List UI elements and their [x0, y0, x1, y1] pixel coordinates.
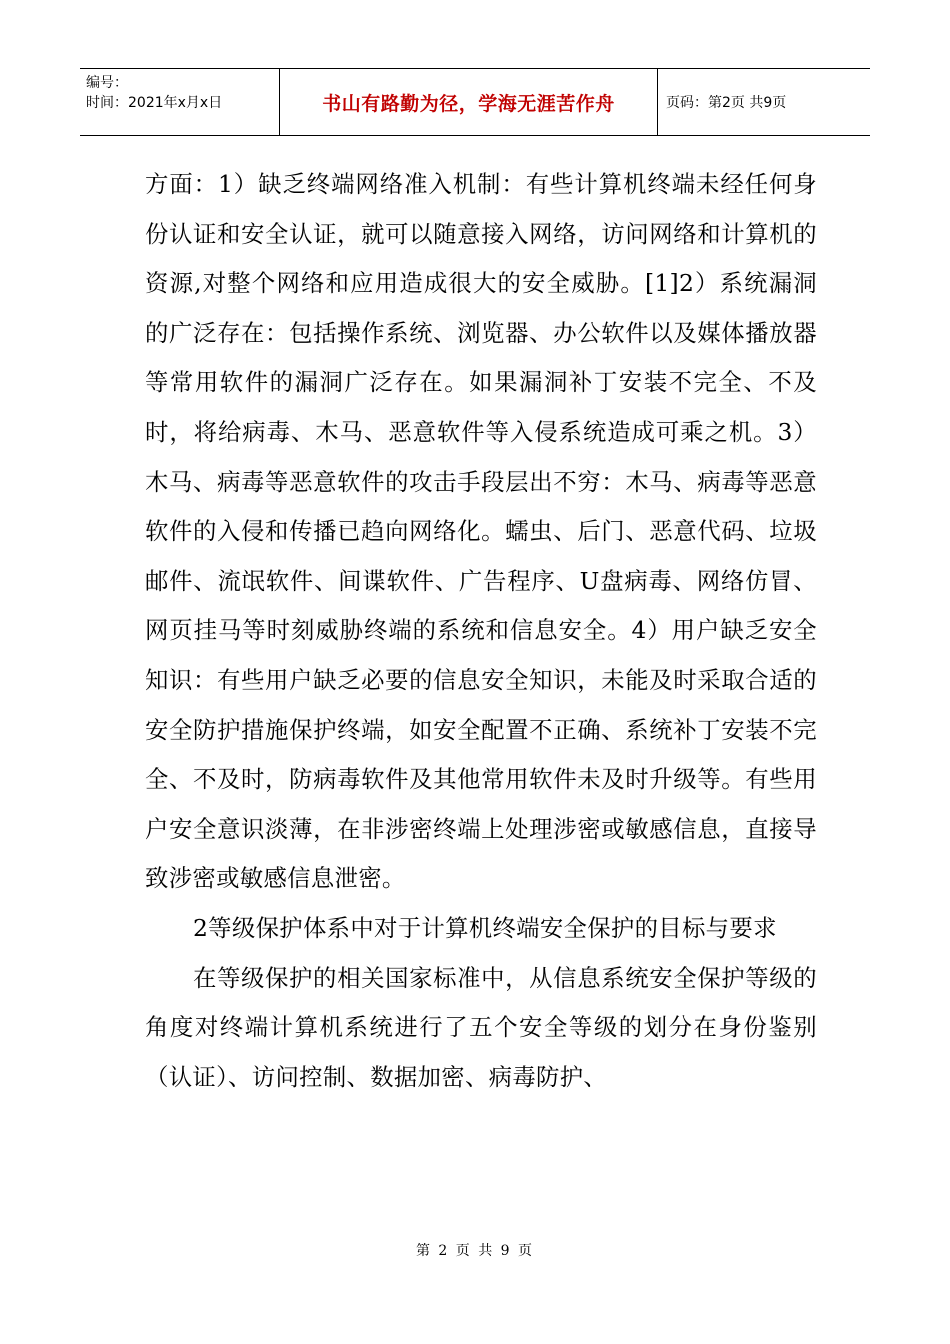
page-info-text: 页码：第2页 共9页	[666, 95, 787, 111]
header-page-info	[658, 69, 870, 135]
document-header	[80, 68, 870, 136]
header-motto	[280, 69, 658, 135]
page-footer	[0, 1240, 950, 1260]
footer-page-number: 第 2 页 共 9 页	[415, 1243, 535, 1259]
section-heading: 2等级保护体系中对于计算机终端安全保护的目标与要求	[193, 913, 777, 942]
header-meta	[80, 69, 280, 135]
body-paragraph: 方面：1）缺乏终端网络准入机制：有些计算机终端未经任何身份认证和安全认证，就可以随意接入网络，访问网络和计算机的资源,对整个网络和应用造成很大的安全威胁。[1]2）系统漏洞的广泛存在：包括操作系统、浏览器、办公软件以及媒体播放器等常用软件的漏洞广泛存在。如果漏洞补丁安装不完全、不及时，将给病毒、木马、恶意软件等入侵系统造成可乘之机。3）木马、病毒等恶意软件的攻击手段层出不穷：木马、病毒等恶意软件的入侵和传播已趋向网络化。蠕虫、后门、恶意代码、垃圾邮件、流氓软件、间谍软件、广告程序、U盘病毒、网络仿冒、网页挂马等时刻威胁终端的系统和信息安全。4）用户缺乏安全知识：有些用户缺乏必要的信息安全知识，未能及时采取合适的安全防护措施保护终端，如安全配置不正确、系统补丁安装不完全、不及时，防病毒软件及其他常用软件未及时升级等。有些用户安全意识淡薄，在非涉密终端上处理涉密或敏感信息，直接导致涉密或敏感信息泄密。	[145, 170, 817, 893]
document-number-label: 编号：	[86, 75, 128, 91]
body-paragraph: 在等级保护的相关国家标准中，从信息系统安全保护等级的角度对终端计算机系统进行了五个安全等级的划分在身份鉴别（认证）、访问控制、数据加密、病毒防护、	[145, 963, 817, 1091]
motto-text: 书山有路勤为径，学海无涯苦作舟	[322, 92, 615, 115]
document-time-label: 时间：2021年x月x日	[86, 95, 223, 111]
document-body	[145, 160, 817, 1102]
